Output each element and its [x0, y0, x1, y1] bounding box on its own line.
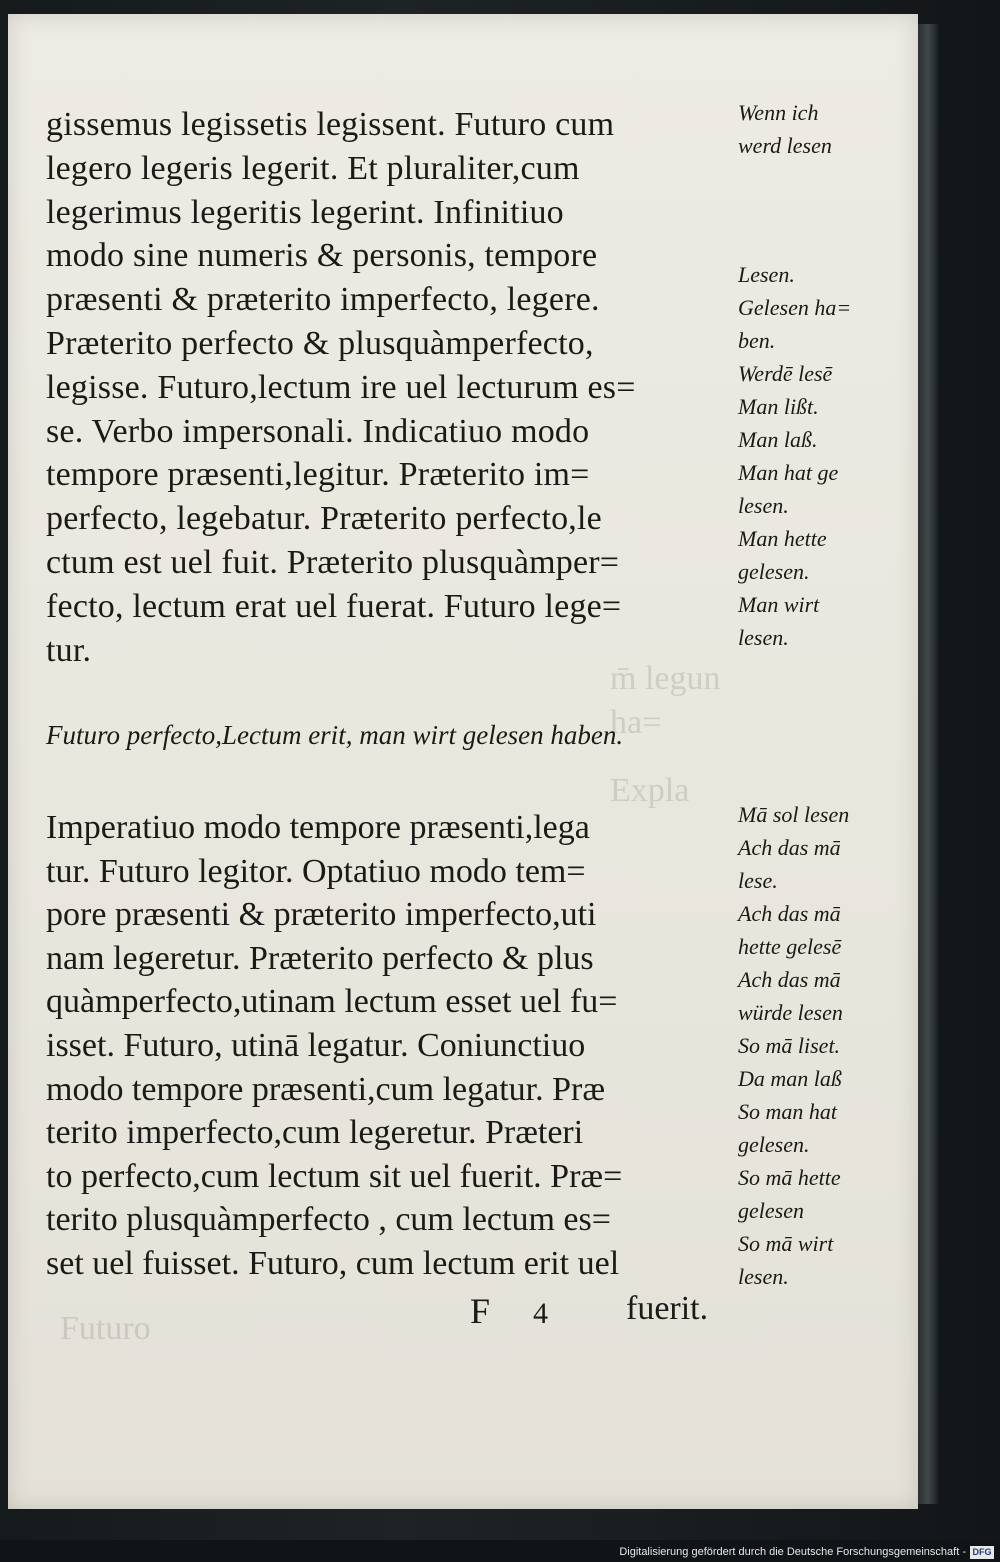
margin-gloss: Man hette: [738, 526, 827, 551]
text-line: legerimus legeritis legerint. Infinitiuo: [46, 193, 564, 231]
main-text-block: [46, 103, 734, 672]
signature-letter: F: [470, 1291, 491, 1331]
margin-gloss: gelesen: [738, 1198, 804, 1223]
text-line: isset. Futuro, utinā legatur. Coniunctiuo: [46, 1026, 586, 1064]
text-line: perfecto, legebatur. Præterito perfecto,le: [46, 500, 602, 538]
text-line: Imperatiuo modo tempore præsenti,lega: [46, 809, 590, 846]
margin-gloss: So mā hette: [738, 1165, 841, 1190]
text-line: tur. Futuro legitor. Optatiuo modo tem=: [46, 852, 586, 890]
page-edge: [918, 24, 938, 1504]
margin-gloss: Werdē lesē: [738, 361, 833, 386]
margin-gloss: werd lesen: [738, 133, 832, 158]
margin-gloss: Ach das mā: [738, 835, 841, 860]
margin-gloss: Man hat ge: [738, 460, 839, 485]
text-line: se. Verbo impersonali. Indicatiuo modo: [46, 412, 590, 450]
main-text-block-2: [46, 806, 734, 1286]
italic-annotation-line: Futuro perfecto,Lectum erit, man wirt gelesen haben.: [46, 720, 624, 750]
text-line: terito plusquàmperfecto , cum lectum es=: [46, 1201, 611, 1239]
margin-gloss: Wenn ich: [738, 100, 819, 125]
text-line: modo sine numeris & personis, tempore: [46, 237, 598, 275]
text-line: gissemus legissetis legissent. Futuro cum: [46, 106, 615, 143]
margin-gloss: Man lißt.: [738, 394, 819, 419]
margin-gloss: gelesen.: [738, 1132, 810, 1157]
text-line: fecto, lectum erat uel fuerat. Futuro lege=: [46, 587, 622, 625]
text-line: tempore præsenti,legitur. Præterito im=: [46, 456, 590, 494]
footer-bar: [0, 1540, 1000, 1562]
text-line: legisse. Futuro,lectum ire uel lecturum es=: [46, 368, 636, 406]
text-line: quàmperfecto,utinam lectum esset uel fu=: [46, 983, 618, 1021]
dfg-logo: DFG: [970, 1546, 994, 1559]
margin-gloss: lesen.: [738, 1264, 789, 1289]
margin-gloss: Gelesen ha=: [738, 295, 852, 320]
text-line: nam legeretur. Præterito perfecto & plus: [46, 939, 594, 977]
margin-gloss: lese.: [738, 868, 778, 893]
margin-gloss: würde lesen: [738, 1000, 843, 1025]
signature-mark: [470, 1290, 548, 1332]
margin-gloss: So mā liset.: [738, 1033, 841, 1058]
margin-gloss: lesen.: [738, 625, 789, 650]
text-line: præsenti & præterito imperfecto, legere.: [46, 281, 600, 319]
text-line: pore præsenti & præterito imperfecto,uti: [46, 896, 597, 934]
text-line: legero legeris legerit. Et pluraliter,cum: [46, 149, 580, 187]
text-line: to perfecto,cum lectum sit uel fuerit. Præ=: [46, 1157, 623, 1195]
margin-gloss: Ach das mā: [738, 901, 841, 926]
margin-gloss-group: [738, 798, 898, 1293]
margin-gloss-group: [738, 258, 898, 654]
footer-credit: Digitalisierung gefördert durch die Deutsche Forschungsgemeinschaft -: [619, 1546, 966, 1558]
margin-gloss: Mā sol lesen: [738, 802, 850, 827]
margin-gloss: Man laß.: [738, 427, 818, 452]
margin-gloss: So mā wirt: [738, 1231, 834, 1256]
text-line: Præterito perfecto & plusquàmperfecto,: [46, 324, 594, 362]
margin-gloss: ben.: [738, 328, 776, 353]
signature-number: 4: [533, 1297, 549, 1330]
margin-gloss: Ach das mā: [738, 967, 841, 992]
text-line: ctum est uel fuit. Præterito plusquàmper=: [46, 543, 620, 581]
margin-gloss: Man wirt: [738, 592, 820, 617]
margin-gloss: lesen.: [738, 493, 789, 518]
margin-gloss: hette gelesē: [738, 934, 842, 959]
catchword: fuerit.: [626, 1290, 709, 1327]
margin-gloss: Da man laß: [738, 1066, 842, 1091]
text-line: terito imperfecto,cum legeretur. Præteri: [46, 1114, 584, 1152]
margin-gloss-group: [738, 96, 898, 162]
text-line: set uel fuisset. Futuro, cum lectum erit uel: [46, 1244, 620, 1282]
text-line: tur.: [46, 631, 92, 669]
margin-gloss: So man hat: [738, 1099, 837, 1124]
margin-gloss: Lesen.: [738, 262, 795, 287]
margin-gloss: gelesen.: [738, 559, 810, 584]
text-line: modo tempore præsenti,cum legatur. Præ: [46, 1070, 606, 1108]
